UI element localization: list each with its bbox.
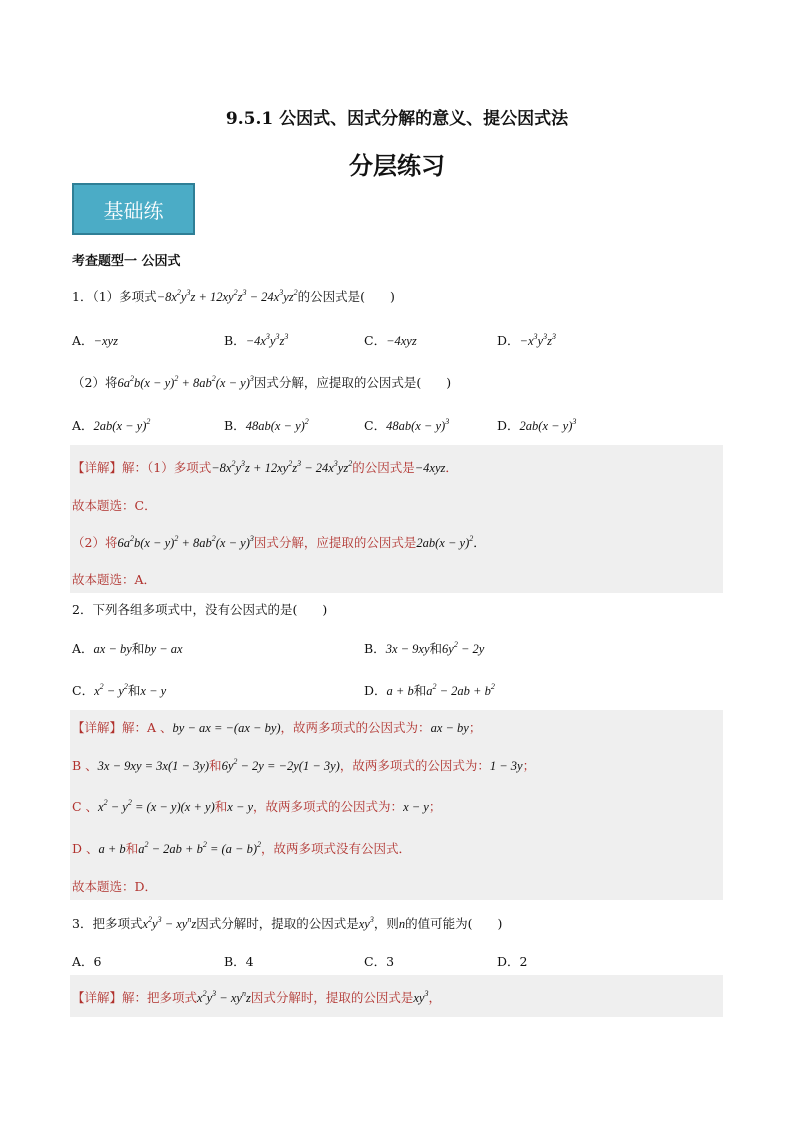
q1-part2-option-a: A．$2ab(x - y)^2$ bbox=[72, 416, 151, 433]
q2-solution-line-a: 【详解】解：A 、by − ax = −(ax − by)，故两多项式的公因式为：ax − by； bbox=[72, 720, 482, 735]
q1-option-c: C．−4xyz bbox=[364, 333, 417, 348]
solution-tag: 【详解】 bbox=[72, 720, 123, 735]
q1-option-a: A．−xyz bbox=[72, 333, 118, 348]
q2-option-b: B．3x − 9xy和$6y^2 - 2y$ bbox=[364, 639, 485, 656]
q3-option-a: A．6 bbox=[72, 954, 102, 969]
q1-option-d: D．$-x^3y^3z^3$ bbox=[497, 331, 556, 348]
q1-solution-answer1: 故本题选：C． bbox=[72, 498, 157, 513]
q2-solution-line-d: D 、a + b和$a^2 - 2ab + b^2 = (a - b)^2$，故两多项式没有公因式． bbox=[72, 839, 412, 856]
q2-stem: 2．下列各组多项式中，没有公因式的是( ) bbox=[72, 602, 328, 617]
q1-option-b: B．$-4x^3y^3z^3$ bbox=[224, 331, 289, 348]
solution-tag: 【详解】 bbox=[72, 990, 123, 1005]
q2-solution-line-b: B 、3x − 9xy = 3x(1 − 3y)和$6y^2 - 2y = -2y(1 - 3y)$，故两多项式的公因式为：1 − 3y； bbox=[72, 756, 536, 773]
q2-solution-line-c: C 、$x^2 - y^2 = (x - y)(x + y)$和x − y，故两多项式的公因式为：x − y； bbox=[72, 797, 442, 814]
q3-option-c: C．3 bbox=[364, 954, 395, 969]
q3-option-d: D．2 bbox=[497, 954, 528, 969]
q1-solution-answer2: 故本题选：A． bbox=[72, 572, 157, 587]
solution-tag: 【详解】 bbox=[72, 460, 123, 475]
document-title: 9.5.1 公因式、因式分解的意义、提公因式法 bbox=[225, 109, 569, 129]
q2-option-d: D．a + b和$a^2 - 2ab + b^2$ bbox=[364, 681, 495, 698]
q2-option-c: C．$x^2 - y^2$和x − y bbox=[72, 681, 167, 698]
document-subtitle: 分层练习 bbox=[349, 151, 445, 180]
q1-part2-option-d: D．$2ab(x - y)^3$ bbox=[497, 416, 577, 433]
level-badge: 基础练 bbox=[72, 183, 195, 235]
q3-solution-line: 【详解】解：把多项式$x^2y^3 - xy^nz$因式分解时，提取的公因式是$xy^3$， bbox=[72, 988, 441, 1005]
q1-part2-option-b: B．$48ab(x - y)^2$ bbox=[224, 416, 309, 433]
q1-part2-option-c: C．$48ab(x - y)^3$ bbox=[364, 416, 450, 433]
q1-part2-stem: （2）将$6a^2b(x - y)^2 + 8ab^2(x - y)^3$因式分解，应提取的公因式是( ) bbox=[72, 373, 452, 390]
q2-option-a: A．ax − by和by − ax bbox=[72, 641, 183, 656]
section-heading: 考查题型一 公因式 bbox=[72, 254, 181, 269]
q1-stem: 1．（1）多项式$-8x^2y^3z + 12xy^2z^3 - 24x^3yz^2$的公因式是( ) bbox=[72, 287, 395, 304]
q3-stem: 3．把多项式$x^2y^3 - xy^nz$因式分解时，提取的公因式是$xy^3$，则n的值可能为( ) bbox=[72, 914, 503, 931]
q1-solution-line1: 【详解】解：（1）多项式$-8x^2y^3z + 12xy^2z^3 - 24x^3yz^2$的公因式是−4xyz． bbox=[72, 458, 458, 475]
q1-solution-line2: （2）将$6a^2b(x - y)^2 + 8ab^2(x - y)^3$因式分解，应提取的公因式是$2ab(x - y)^2$． bbox=[72, 533, 486, 550]
q2-solution-answer: 故本题选：D． bbox=[72, 879, 158, 894]
q3-option-b: B．4 bbox=[224, 954, 254, 969]
